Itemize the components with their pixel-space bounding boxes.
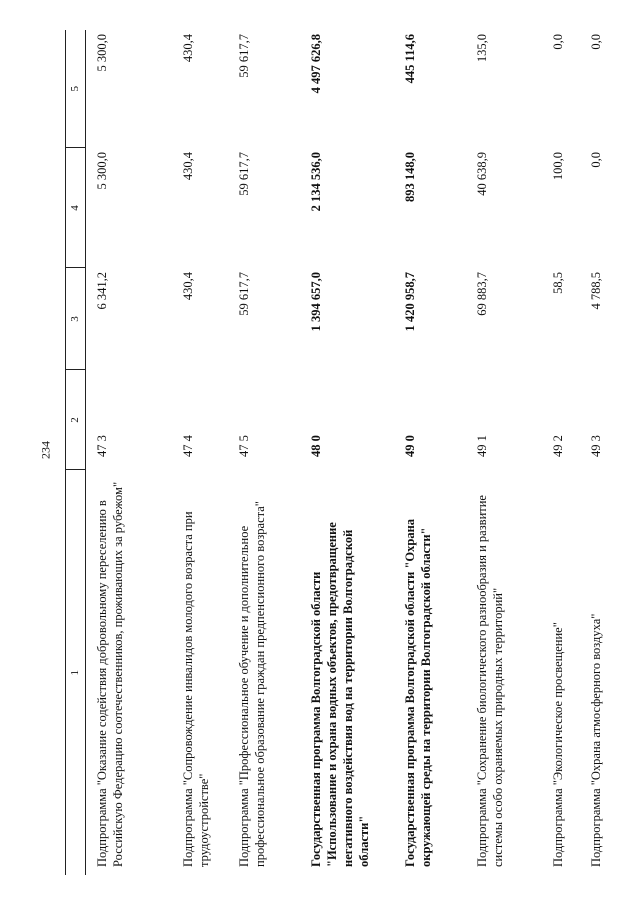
program-name: Государственная программа Волгоградской области "Использование и охрана водных объектов, предотвращение негативного воздействия вод на территории Волгоградской области" xyxy=(308,522,372,867)
value-col-3: 6 341,2 xyxy=(95,272,109,310)
value-col-4: 40 638,9 xyxy=(474,152,489,196)
program-code: 49 0 xyxy=(402,435,417,457)
program-code: 47 3 xyxy=(95,435,109,457)
header-col-3: 3 xyxy=(66,268,86,370)
program-code: 47 5 xyxy=(236,435,251,457)
page-number-text: 234 xyxy=(38,441,53,459)
value-col-3: 59 617,7 xyxy=(236,272,251,316)
header-col-2: 2 xyxy=(66,370,86,470)
value-col-4: 59 617,7 xyxy=(236,152,251,196)
program-name: Подпрограмма "Оказание содействия добровольному переселению в Российскую Федерацию соотечественников, проживающих за рубежом" xyxy=(95,481,126,867)
program-name: Государственная программа Волгоградской области "Охрана окружающей среды на территории Волгоградской области" xyxy=(402,518,433,867)
value-col-3: 1 394 657,0 xyxy=(308,272,323,332)
table-row xyxy=(228,30,300,875)
program-code: 49 1 xyxy=(474,435,489,457)
program-name: Подпрограмма "Охрана атмосферного воздуха" xyxy=(588,613,603,867)
table-row xyxy=(580,30,616,875)
value-col-4: 5 300,0 xyxy=(95,152,109,190)
value-col-3: 1 420 958,7 xyxy=(402,272,417,332)
table-row xyxy=(300,30,394,875)
program-name: Подпрограмма "Профессиональное обучение и дополнительное профессиональное образование граждан предпенсионного возраста" xyxy=(236,501,267,867)
value-col-5: 0,0 xyxy=(588,34,603,50)
value-col-4: 0,0 xyxy=(588,152,603,168)
value-col-5: 5 300,0 xyxy=(95,34,109,72)
value-col-4: 893 148,0 xyxy=(402,152,417,202)
header-col-4: 4 xyxy=(66,148,86,268)
program-code: 47 4 xyxy=(180,435,195,457)
value-col-5: 135,0 xyxy=(474,34,489,63)
value-col-4: 100,0 xyxy=(550,152,565,181)
program-name: Подпрограмма "Экологическое просвещение" xyxy=(550,622,565,867)
program-name: Подпрограмма "Сопровождение инвалидов молодого возраста при трудоустройстве" xyxy=(180,511,211,867)
program-code: 48 0 xyxy=(308,435,323,457)
table-row xyxy=(86,30,172,875)
program-code: 49 3 xyxy=(588,435,603,457)
value-col-3: 4 788,5 xyxy=(588,272,603,310)
header-col-1: 1 xyxy=(66,470,86,875)
value-col-5: 0,0 xyxy=(550,34,565,50)
value-col-5: 445 114,6 xyxy=(402,34,417,84)
value-col-3: 430,4 xyxy=(180,272,195,301)
value-col-4: 2 134 536,0 xyxy=(308,152,323,212)
header-col-5: 5 xyxy=(66,30,86,148)
value-col-3: 58,5 xyxy=(550,272,565,294)
value-col-3: 69 883,7 xyxy=(474,272,489,316)
value-col-5: 59 617,7 xyxy=(236,34,251,78)
value-col-5: 4 497 626,8 xyxy=(308,34,323,94)
table-row xyxy=(394,30,466,875)
header-row xyxy=(66,30,86,875)
table-row xyxy=(542,30,580,875)
table-row xyxy=(172,30,228,875)
table-row xyxy=(466,30,542,875)
program-code: 49 2 xyxy=(550,435,565,457)
value-col-5: 430,4 xyxy=(180,34,195,63)
value-col-4: 430,4 xyxy=(180,152,195,181)
budget-table xyxy=(65,30,616,875)
program-name: Подпрограмма "Сохранение биологического разнообразия и развитие системы особо охраняемых природных территорий" xyxy=(474,495,505,867)
